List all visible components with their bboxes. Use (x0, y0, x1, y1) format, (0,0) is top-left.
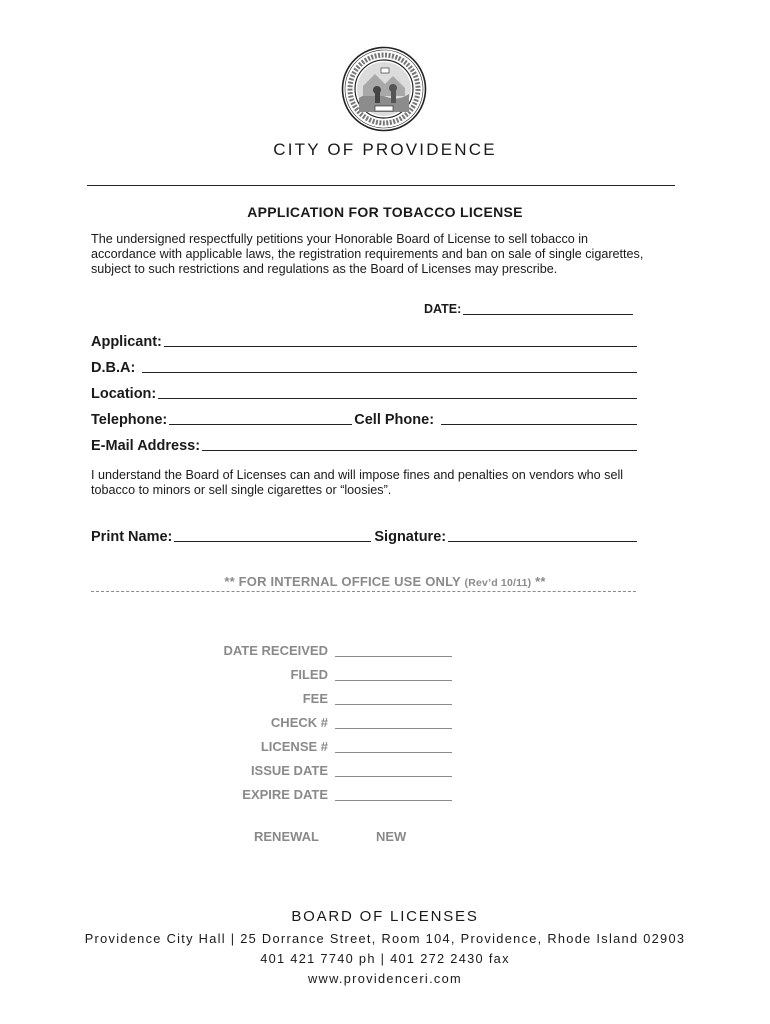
office-label: CHECK # (270, 715, 328, 730)
revision-label: (Rev’d 10/11) (464, 577, 532, 589)
office-row-license[interactable] (180, 734, 460, 754)
applicant-field[interactable] (91, 334, 637, 350)
office-row-check[interactable] (180, 710, 460, 730)
email-label: E-Mail Address: (91, 438, 201, 454)
telephone-input-line[interactable] (169, 423, 352, 425)
signature-row[interactable] (91, 529, 637, 545)
internal-use-divider (91, 591, 636, 592)
date-input-line[interactable] (463, 314, 633, 315)
office-label: LICENSE # (260, 739, 328, 754)
office-row-issue-date[interactable] (180, 758, 460, 778)
office-row-filed[interactable] (180, 662, 460, 682)
office-input-line[interactable] (335, 704, 452, 705)
office-input-line[interactable] (335, 728, 452, 729)
office-label: FEE (302, 691, 328, 706)
intro-paragraph: The undersigned respectfully petitions your Honorable Board of License to sell tobacco in accordance with applicable laws, the registration requirements and ban on sale of single cigarettes, subject to such restrictions and regulations as the Board of Licenses may prescribe. (91, 232, 644, 276)
acknowledgement-text: I understand the Board of Licenses can and will impose fines and penalties on vendors who sell tobacco to minors or sell single cigarettes or “loosies”. (91, 468, 624, 497)
new-option[interactable]: NEW (376, 829, 407, 844)
email-field[interactable] (91, 438, 637, 454)
city-title: CITY OF PROVIDENCE (273, 140, 497, 159)
office-label: ISSUE DATE (250, 763, 328, 778)
office-input-line[interactable] (335, 800, 452, 801)
board-title: BOARD OF LICENSES (291, 908, 479, 925)
telephone-field[interactable] (91, 412, 637, 428)
cell-phone-label: Cell Phone: (354, 412, 435, 428)
internal-use-label: ** FOR INTERNAL OFFICE USE ONLY (224, 574, 461, 589)
cell-phone-input-line[interactable] (441, 423, 637, 425)
location-field[interactable] (91, 386, 637, 402)
date-label: DATE: (424, 302, 462, 316)
applicant-input-line[interactable] (164, 345, 637, 347)
office-label: EXPIRE DATE (242, 787, 328, 802)
location-label: Location: (91, 386, 157, 402)
office-row-expire-date[interactable] (180, 782, 460, 802)
office-input-line[interactable] (335, 752, 452, 753)
applicant-label: Applicant: (91, 334, 162, 350)
website-link[interactable]: www.providenceri.com (307, 971, 462, 986)
header-divider (87, 185, 675, 186)
office-row-fee[interactable] (180, 686, 460, 706)
office-input-line[interactable] (335, 776, 452, 777)
office-label: DATE RECEIVED (223, 643, 328, 658)
signature-input-line[interactable] (448, 540, 637, 542)
print-name-label: Print Name: (91, 529, 173, 545)
office-label: FILED (290, 667, 328, 682)
office-row-date-received[interactable] (180, 638, 460, 658)
office-input-line[interactable] (335, 680, 452, 681)
date-field[interactable] (424, 302, 633, 316)
print-name-input-line[interactable] (174, 540, 371, 542)
city-seal-logo (341, 46, 427, 132)
telephone-label: Telephone: (91, 412, 168, 428)
internal-use-stars: ** (535, 574, 546, 589)
location-input-line[interactable] (158, 397, 637, 399)
internal-use-heading (0, 574, 770, 589)
address-line: Providence City Hall | 25 Dorrance Street, Room 104, Providence, Rhode Island 02903 (84, 931, 686, 946)
signature-label: Signature: (374, 529, 447, 545)
dba-field[interactable] (91, 360, 637, 376)
dba-input-line[interactable] (142, 371, 637, 373)
form-title: APPLICATION FOR TOBACCO LICENSE (247, 204, 523, 220)
renewal-option[interactable]: RENEWAL (254, 829, 319, 844)
office-input-line[interactable] (335, 656, 452, 657)
dba-label: D.B.A: (91, 360, 136, 376)
email-input-line[interactable] (202, 449, 637, 451)
phone-line: 401 421 7740 ph | 401 272 2430 fax (260, 951, 510, 966)
